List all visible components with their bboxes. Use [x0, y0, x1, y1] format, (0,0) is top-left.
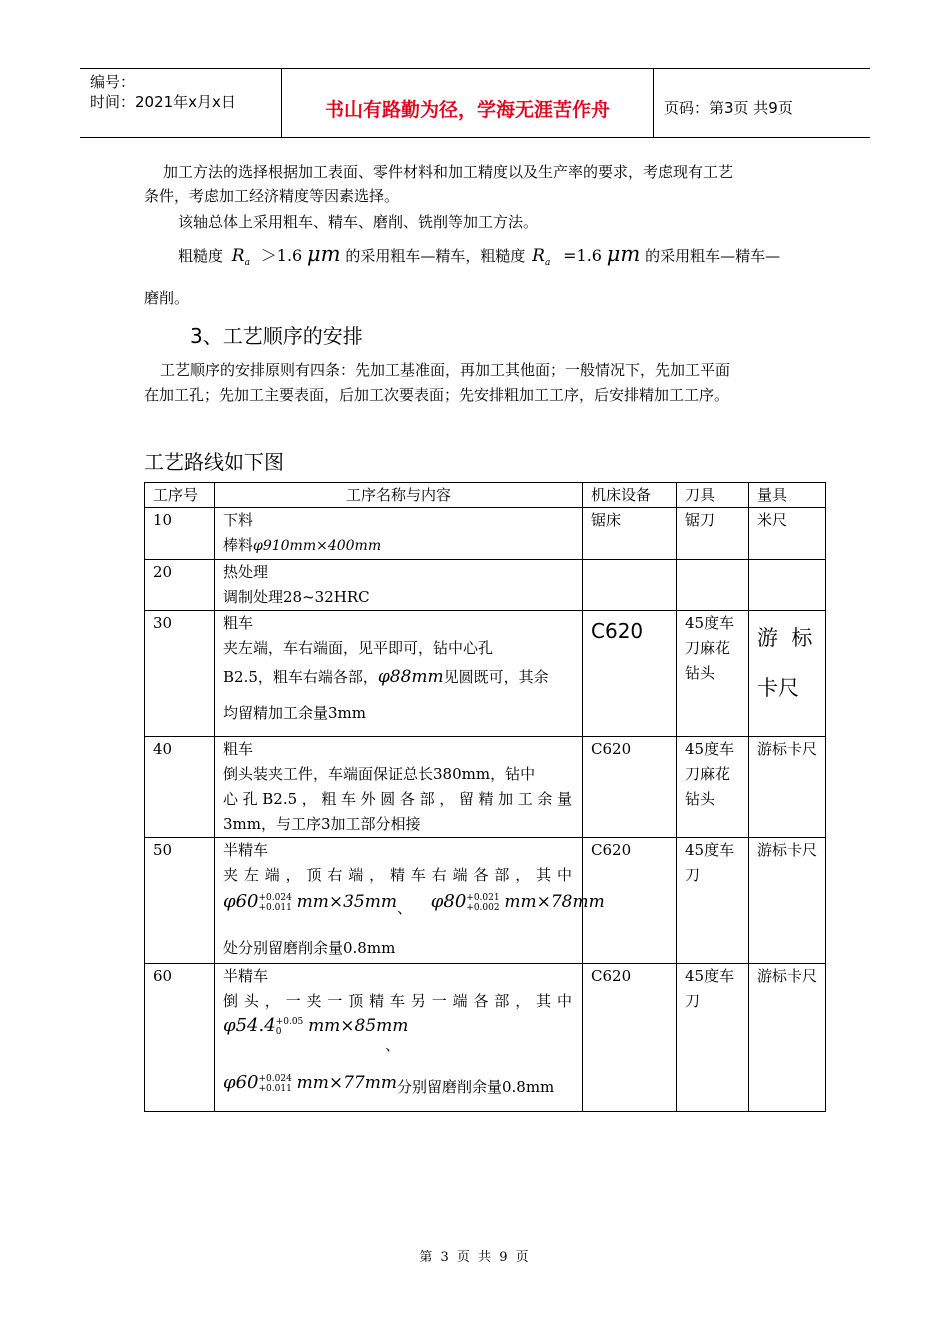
gauge: 游标卡尺: [749, 737, 826, 838]
step-detail-line3: 3mm，与工序3加工部分相接: [223, 815, 421, 833]
table-row: [145, 964, 826, 1112]
machine: C620: [583, 964, 677, 1112]
machine: C620: [583, 838, 677, 964]
tol-lower: +0.002: [466, 903, 500, 913]
tolerance: [259, 893, 292, 913]
detail-text: 见圆既可，其余: [443, 668, 549, 686]
route-title: 工艺路线如下图: [144, 450, 284, 474]
ra-sub-2: a: [544, 258, 551, 268]
roughness-line: [178, 236, 780, 281]
tool: 45度车刀: [677, 964, 749, 1112]
step-no: 60: [145, 964, 215, 1112]
header-step-content: 工序名称与内容: [215, 483, 583, 508]
eq-value: =1.6: [563, 246, 602, 265]
tol-upper: +0.021: [466, 893, 500, 903]
step-name: 粗车: [223, 614, 254, 632]
step-name: 热处理: [223, 563, 269, 581]
process-route-table: [144, 482, 825, 1112]
header-page-info: 页码：第3页 共9页: [664, 98, 793, 117]
tool: 45度车刀: [677, 838, 749, 964]
rough-prefix: 粗糙度: [178, 247, 224, 265]
gauge: [749, 611, 826, 737]
step-content: [215, 560, 583, 611]
gauge: [749, 560, 826, 611]
machine: [583, 560, 677, 611]
header-machine: 机床设备: [583, 483, 677, 508]
page-footer: 第 3 页 共 9 页: [419, 1250, 531, 1265]
step-no: 10: [145, 508, 215, 560]
step-name: 半精车: [223, 967, 269, 985]
dim-text: φ910mm×400mm: [253, 538, 382, 554]
step-detail-line2: 心孔B2.5，粗车外圆各部，留精加工余量: [223, 790, 572, 808]
dim-text: φ54.4: [223, 1015, 276, 1036]
page-header: [80, 68, 870, 138]
dim-text: φ60: [223, 891, 259, 912]
step-detail: [223, 533, 582, 559]
gauge: 米尺: [749, 508, 826, 560]
time-label: 时间：2021年x月x日: [90, 93, 236, 111]
step-detail-line1: 倒头装夹工件，车端面保证总长380mm，钻中: [223, 765, 536, 783]
um-unit: μm: [307, 242, 341, 266]
step-content: [215, 611, 583, 737]
para3-line2: 在加工孔；先加工主要表面，后加工次要表面；先安排粗加工工序，后安排精加工工序。: [144, 386, 730, 404]
para1-line1: 加工方法的选择根据加工表面、零件材料和加工精度以及生产率的要求，考虑现有工艺: [163, 163, 734, 181]
separator: 、: [396, 899, 412, 917]
header-tool: 刀具: [677, 483, 749, 508]
step-detail-line3: 均留精加工余量3mm: [223, 704, 366, 722]
step-content: [215, 508, 583, 560]
tool: 锯刀: [677, 508, 749, 560]
dim-text: φ80: [430, 891, 467, 912]
separator: 、: [385, 1036, 401, 1054]
step-detail-line3: 处分别留磨削余量0.8mm: [223, 939, 396, 957]
step-detail-line1: 夹左端，车右端面，见平即可，钻中心孔: [223, 639, 494, 657]
step-no: 20: [145, 560, 215, 611]
para1-line2: 条件，考虑加工经济精度等因素选择。: [144, 187, 400, 205]
tol-lower: +0.011: [258, 903, 292, 913]
table-row: [145, 838, 826, 964]
step-content: [215, 838, 605, 964]
gauge-line1: 游 标: [757, 626, 813, 650]
table-row: [145, 560, 826, 611]
header-step-no: 工序号: [145, 483, 215, 508]
step-no: 40: [145, 737, 215, 838]
gauge: 游标卡尺: [749, 964, 826, 1112]
ra-symbol: R: [231, 246, 245, 266]
rough-mid: 的采用粗车—精车，粗糙度: [345, 247, 526, 265]
dim-text: mm×35mm: [296, 892, 397, 912]
machine: 锯床: [583, 508, 677, 560]
step-content: [215, 737, 583, 838]
step-name: 粗车: [223, 740, 254, 758]
tol-lower: 0: [275, 1027, 282, 1037]
gauge: 游标卡尺: [749, 838, 826, 964]
tolerance: [259, 1074, 292, 1094]
tol-upper: +0.024: [258, 1074, 292, 1084]
step-dimensions-1: [223, 1014, 582, 1038]
ra-symbol-2: R: [532, 246, 545, 266]
dim-text: mm×77mm: [296, 1073, 397, 1093]
tool: 45度车刀麻花钻头: [677, 611, 749, 737]
tool: [677, 560, 749, 611]
header-meta: [80, 69, 282, 137]
tol-upper: +0.024: [258, 893, 292, 903]
gt-value: ＞1.6: [260, 246, 303, 265]
section3-title: 3、工艺顺序的安排: [190, 324, 363, 348]
machine: C620: [583, 737, 677, 838]
step-no: 30: [145, 611, 215, 737]
table-row: [145, 611, 826, 737]
header-motto: 书山有路勤为径，学海无涯苦作舟: [282, 69, 654, 137]
step-detail: 调制处理28~32HRC: [223, 588, 370, 606]
tolerance: [276, 1017, 304, 1037]
step-dimensions-2: [223, 1066, 582, 1100]
step-dimensions: [223, 888, 605, 917]
step-content: [215, 964, 583, 1112]
para3-line1: 工艺顺序的安排原则有四条：先加工基准面，再加工其他面；一般情况下，先加工平面: [160, 361, 731, 379]
tol-lower: +0.011: [258, 1084, 292, 1094]
machine: C620: [583, 611, 677, 737]
rough-tail: 磨削。: [144, 289, 190, 307]
detail-text: B2.5，粗车右端各部，: [223, 668, 378, 686]
dim-text: mm×85mm: [308, 1016, 409, 1036]
table-header-row: [145, 483, 826, 508]
step-name: 半精车: [223, 841, 269, 859]
step-no: 50: [145, 838, 215, 964]
tol-upper: +0.05: [275, 1017, 304, 1027]
detail-text: 棒料: [223, 536, 254, 554]
rough-end: 的采用粗车—精车—: [645, 247, 781, 265]
detail-text: 分别留磨削余量0.8mm: [396, 1078, 555, 1096]
um-unit-2: μm: [606, 242, 641, 266]
tool: 45度车刀麻花钻头: [677, 737, 749, 838]
table-row: [145, 508, 826, 560]
dim-text: φ60: [223, 1072, 259, 1093]
dim-text: mm×78mm: [504, 892, 605, 912]
code-label: 编号：: [90, 73, 136, 91]
step-detail-line1: 夹左端，顶右端，精车右端各部，其中: [223, 866, 572, 884]
ra-sub: a: [244, 258, 250, 268]
step-detail-line2: [223, 661, 582, 693]
para2: 该轴总体上采用粗车、精车、磨削、铣削等加工方法。: [178, 213, 539, 231]
tolerance: [466, 893, 499, 913]
step-detail-line1: 倒头，一夹一顶精车另一端各部，其中: [223, 992, 572, 1010]
gauge-line2: 卡尺: [757, 676, 799, 700]
header-gauge: 量具: [749, 483, 826, 508]
step-name: 下料: [223, 511, 254, 529]
dim-text: φ88mm: [377, 667, 444, 687]
table-row: [145, 737, 826, 838]
